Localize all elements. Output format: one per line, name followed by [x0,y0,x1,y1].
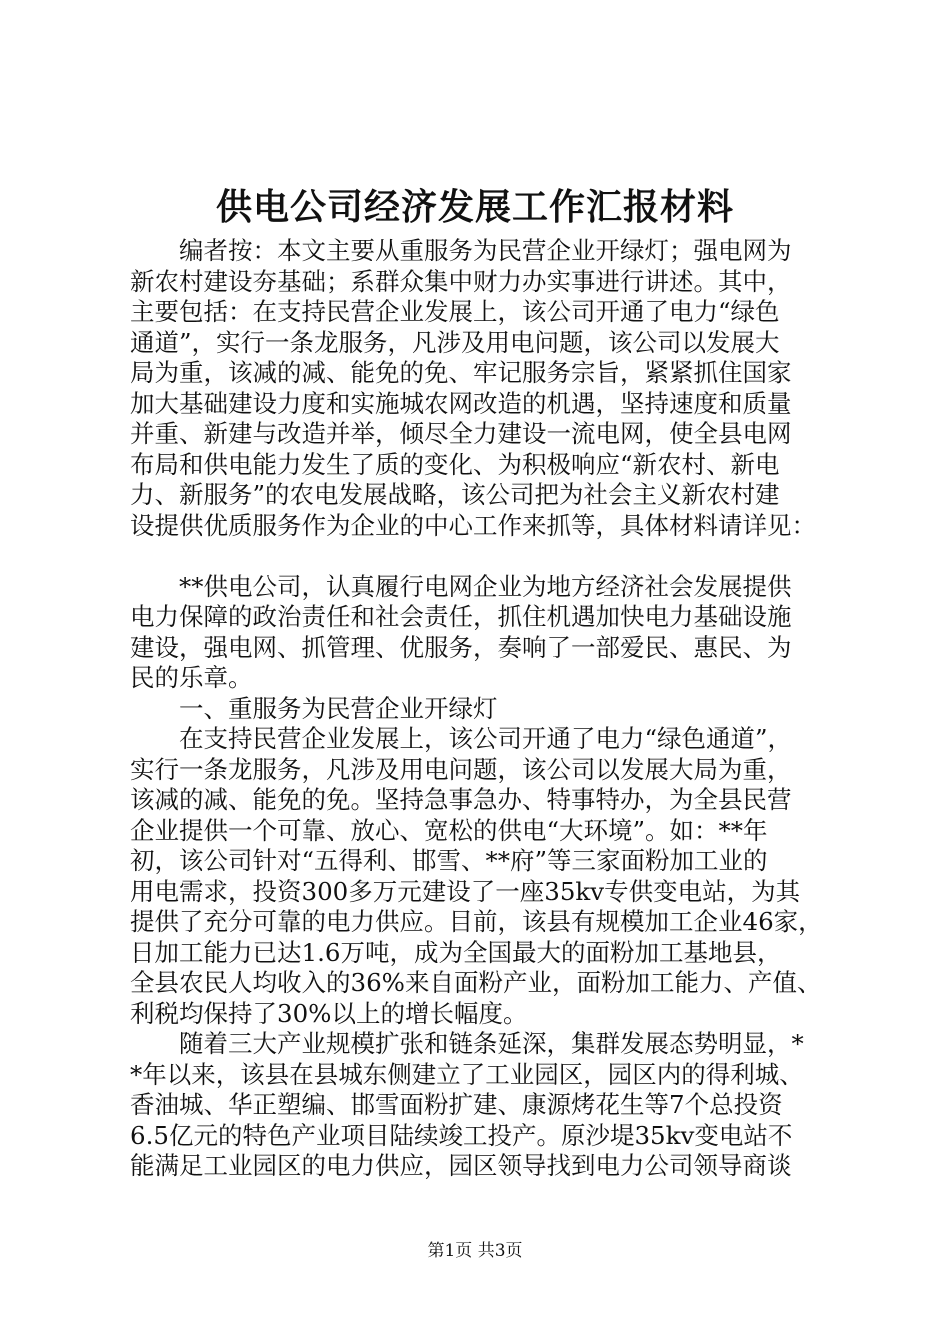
text-line: 能满足工业园区的电力供应，园区领导找到电力公司领导商谈 [130,1151,792,1180]
text-line: 力、新服务”的农电发展战略，该公司把为社会主义新农村建 [130,480,780,509]
text-line: 民的乐章。 [130,663,253,692]
text-line: 局为重，该减的减、能免的免、牢记服务宗旨，紧紧抓住国家 [130,358,792,387]
text-line: 初，该公司针对“五得利、邯雪、**府”等三家面粉加工业的 [130,846,768,875]
text-line: 利税均保持了30%以上的增长幅度。 [130,998,528,1028]
text-line: 新农村建设夯基础；系群众集中财力办实事进行讲述。其中， [130,266,792,296]
document-body [130,236,850,1182]
text-line: 并重、新建与改造并举，倾尽全力建设一流电网，使全县电网 [130,419,792,448]
text-line: 实行一条龙服务，凡涉及用电问题，该公司以发展大局为重， [130,754,792,784]
page-number-footer: 第1页 共3页 [427,1241,523,1261]
text-line: *年以来，该县在县城东侧建立了工业园区，园区内的得利城、 [130,1059,804,1089]
text-line: 全县农民人均收入的36%来自面粉产业，面粉加工能力、产值、 [130,968,822,997]
text-line: 该减的减、能免的免。坚持急事急办、特事特办，为全县民营 [130,785,792,814]
document-title: 供电公司经济发展工作汇报材料 [215,186,734,228]
section1-paragraph-1 [130,724,850,1029]
section1-paragraph-2 [130,1029,850,1182]
text-line: 日加工能力已达1.6万吨，成为全国最大的面粉加工基地县， [130,937,782,967]
text-line: 随着三大产业规模扩张和链条延深，集群发展态势明显，* [130,1029,804,1058]
text-line: 在支持民营企业发展上，该公司开通了电力“绿色通道”， [130,724,793,753]
text-line: 编者按：本文主要从重服务为民营企业开绿灯；强电网为 [130,236,792,265]
text-line: 布局和供电能力发生了质的变化、为积极响应“新农村、新电 [130,449,780,479]
intro-paragraph [130,572,850,694]
text-line: 加大基础建设力度和实施城农网改造的机遇，坚持速度和质量 [130,388,792,418]
text-line: 企业提供一个可靠、放心、宽松的供电“大环境”。如：**年 [130,815,768,845]
text-line: 通道”，实行一条龙服务，凡涉及用电问题，该公司以发展大 [130,327,780,357]
section-heading: 一、重服务为民营企业开绿灯 [130,693,498,723]
text-line: 建设，强电网、抓管理、优服务，奏响了一部爱民、惠民、为 [130,632,792,662]
paragraph-gap [130,541,850,572]
text-line: **供电公司，认真履行电网企业为地方经济社会发展提供 [130,571,792,601]
editor-note-paragraph [130,236,850,541]
text-line: 设提供优质服务作为企业的中心工作来抓等，具体材料请详见： [130,510,816,540]
text-line: 6.5亿元的特色产业项目陆续竣工投产。原沙堤35kv变电站不 [130,1120,793,1150]
text-line: 主要包括：在支持民营企业发展上，该公司开通了电力“绿色 [130,297,780,326]
text-line: 用电需求，投资300多万元建设了一座35kv专供变电站，为其 [130,876,801,906]
text-line: 香油城、华正塑编、邯雪面粉扩建、康源烤花生等7个总投资 [130,1090,783,1119]
text-line: 电力保障的政治责任和社会责任，抓住机遇加快电力基础设施 [130,602,792,631]
text-line: 提供了充分可靠的电力供应。目前，该县有规模加工企业46家， [130,907,823,936]
